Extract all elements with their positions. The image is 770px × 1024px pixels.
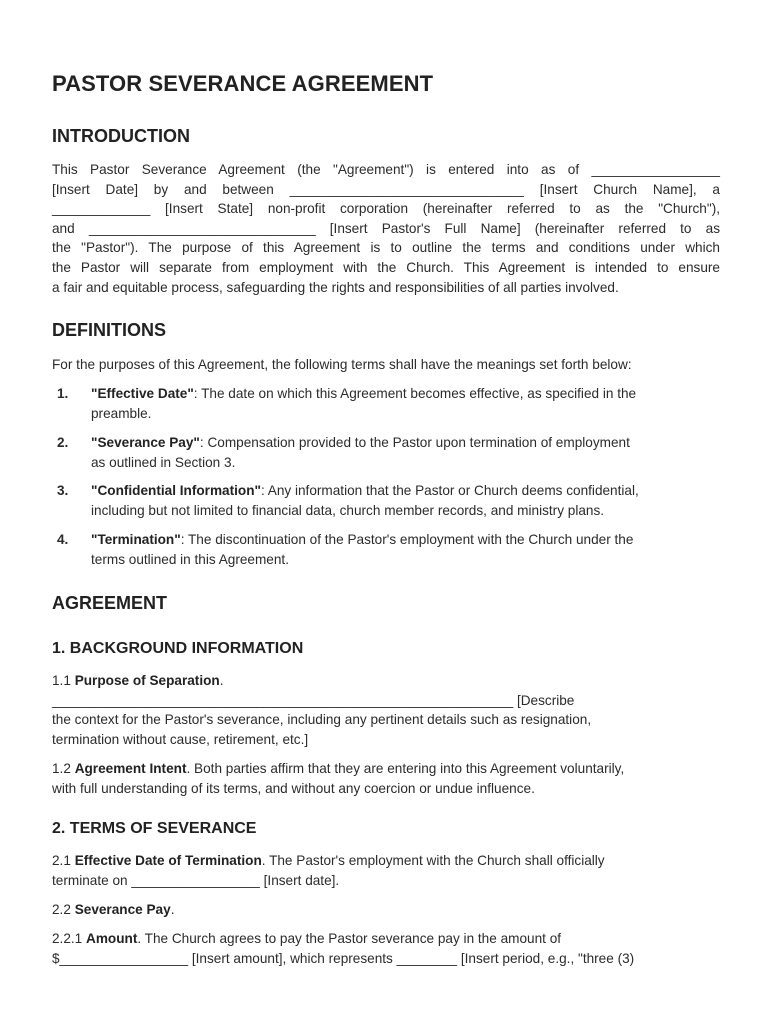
clause-punct: .: [219, 673, 224, 688]
introduction-heading: INTRODUCTION: [52, 126, 190, 146]
terms-heading: 2. TERMS OF SEVERANCE: [52, 820, 257, 837]
definition-text: including but not limited to financial data, church member records, and ministry plans.: [91, 502, 605, 518]
list-number: 2.: [57, 435, 69, 450]
clause-label: Agreement Intent: [74, 761, 187, 776]
definition-text: : Compensation provided to the Pastor upon termination of employment: [199, 435, 630, 450]
definition-term: "Severance Pay": [91, 435, 200, 450]
text-line: [Insert Date] by and between _______________________________ [Insert Church Name], a: [52, 181, 720, 197]
clause-1-2: [52, 759, 720, 798]
clause-punct: .: [170, 902, 175, 917]
clause-label: Purpose of Separation: [74, 673, 220, 688]
list-number: 3.: [57, 483, 69, 498]
definition-text: : The date on which this Agreement becomes effective, as specified in the: [193, 386, 637, 401]
clause-text: . The Church agrees to pay the Pastor severance pay in the amount of: [137, 931, 562, 946]
text-line: This Pastor Severance Agreement (the "Agreement") is entered into as of _________________: [52, 162, 720, 177]
clause-number: 1.1: [52, 673, 75, 688]
clause-2-1: [52, 851, 720, 890]
text-line: $_________________ [Insert amount], which represents ________ [Insert period, e.g., "three (3): [52, 950, 635, 966]
clause-text: . The Pastor's employment with the Church shall officially: [261, 853, 605, 868]
clause-2-2-1: [52, 929, 720, 968]
clause-label: Amount: [86, 931, 138, 946]
clause-1-1: [52, 671, 720, 749]
definition-text: preamble.: [91, 405, 152, 421]
text-line: and ______________________________ [Insert Pastor's Full Name] (hereinafter referred to as: [52, 220, 720, 236]
list-number: 4.: [57, 532, 69, 547]
definition-text: as outlined in Section 3.: [91, 454, 236, 470]
text-line: terminate on _________________ [Insert date].: [52, 872, 340, 888]
text-line: _____________ [Insert State] non-profit corporation (hereinafter referred to as the "Church"),: [52, 201, 720, 217]
text-line: termination without cause, retirement, etc.]: [52, 731, 309, 747]
text-line: _____________________________________________________________ [Describe: [52, 692, 575, 708]
document-title: PASTOR SEVERANCE AGREEMENT: [52, 71, 434, 96]
clause-label: Effective Date of Termination: [74, 853, 262, 868]
background-heading: 1. BACKGROUND INFORMATION: [52, 640, 304, 657]
agreement-heading: AGREEMENT: [52, 593, 168, 613]
text-line: the Pastor will separate from employment with the Church. This Agreement is intended to ensure: [52, 259, 720, 275]
text-line: a fair and equitable process, safeguarding the rights and responsibilities of all parties involved.: [52, 279, 619, 295]
definition-text: : Any information that the Pastor or Church deems confidential,: [260, 483, 639, 498]
clause-label: Severance Pay: [74, 902, 171, 917]
clause-number: 2.2.1: [52, 931, 87, 946]
definition-text: : The discontinuation of the Pastor's employment with the Church under the: [180, 532, 634, 547]
clause-text: . Both parties affirm that they are entering into this Agreement voluntarily,: [186, 761, 625, 776]
introduction-paragraph: [52, 160, 720, 297]
clause-number: 1.2: [52, 761, 75, 776]
definitions-heading: DEFINITIONS: [52, 320, 167, 340]
definition-term: "Termination": [91, 532, 181, 547]
definitions-intro: For the purposes of this Agreement, the following terms shall have the meanings set forth below:: [52, 357, 632, 372]
text-line: the "Pastor"). The purpose of this Agreement is to outline the terms and conditions under which: [52, 240, 720, 256]
text-line: with full understanding of its terms, and without any coercion or undue influence.: [52, 780, 535, 796]
definition-term: "Effective Date": [91, 386, 194, 401]
clause-number: 2.2: [52, 902, 75, 917]
text-line: the context for the Pastor's severance, including any pertinent details such as resignation,: [52, 712, 592, 728]
clause-number: 2.1: [52, 853, 75, 868]
list-number: 1.: [57, 386, 69, 401]
definition-term: "Confidential Information": [91, 483, 261, 498]
definition-text: terms outlined in this Agreement.: [91, 551, 289, 567]
clause-2-2: [52, 900, 720, 920]
